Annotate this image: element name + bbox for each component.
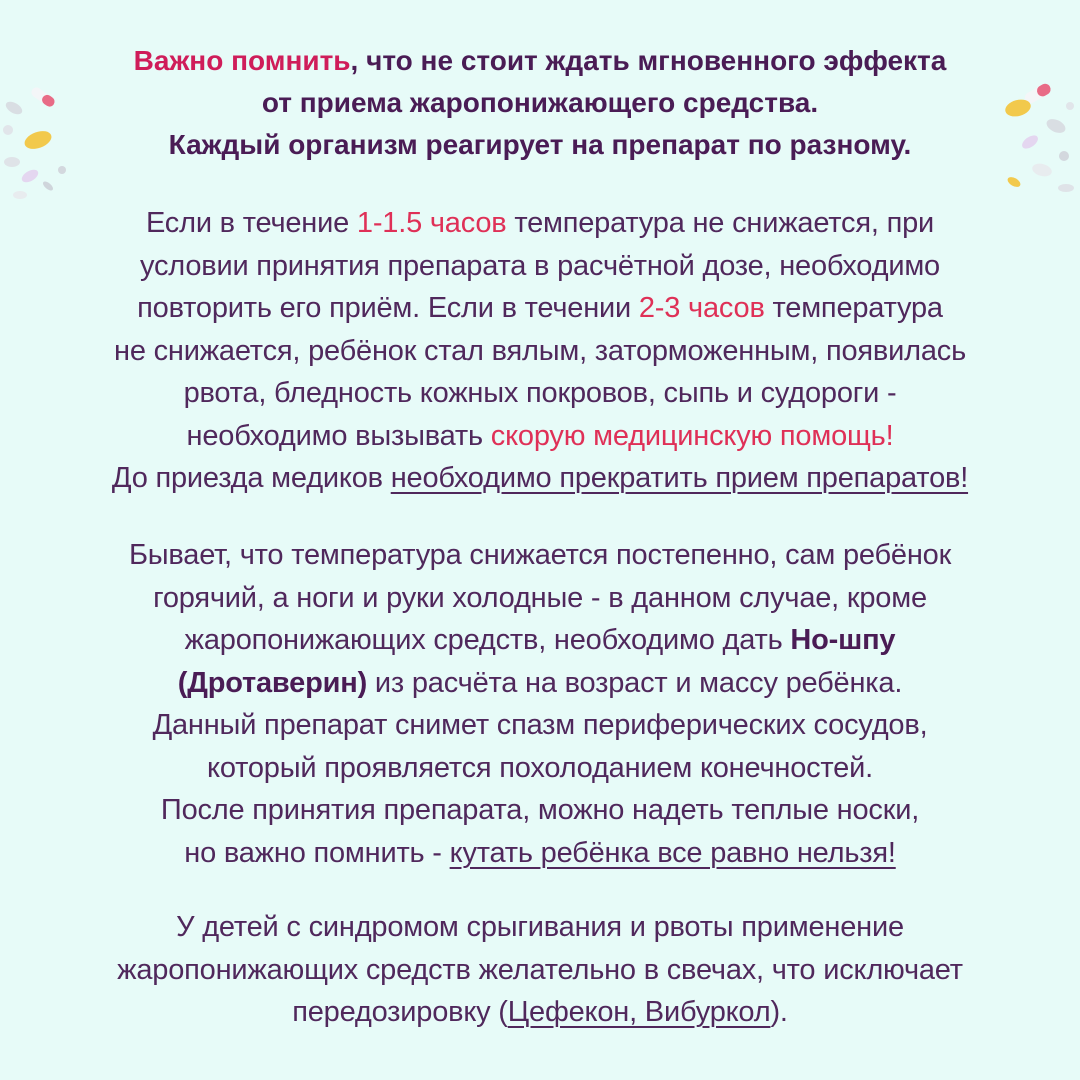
p2-line (0, 619, 1080, 662)
p2-line: горячий, а ноги и руки холодные - в данном случае, кроме (153, 581, 927, 614)
text: До приезда медиков (111, 462, 391, 494)
header-line-1 (0, 40, 1080, 82)
bold-text: Но-шпу (790, 624, 896, 656)
highlight-text: 2-3 часов (638, 292, 765, 324)
p2-line: Бывает, что температура снижается постепенно, сам ребёнок (128, 539, 952, 571)
text: температура (764, 292, 943, 324)
p3-line: жаропонижающих средств желательно в свечах, что исключает (117, 953, 963, 986)
text: Если в течение (145, 207, 357, 239)
p1-line: не снижается, ребёнок стал вялым, заторможенным, появилась (114, 334, 966, 367)
text: жаропонижающих средств, необходимо дать (184, 624, 791, 656)
text: необходимо вызывать (186, 419, 491, 452)
p3-line: У детей с синдромом срыгивания и рвоты применение (176, 911, 904, 943)
p1-line: условии принятия препарата в расчётной дозе, необходимо (140, 249, 940, 282)
p2-line (0, 662, 1080, 705)
text: из расчёта на возраст и массу ребёнка. (367, 666, 903, 699)
paragraph-2 (0, 534, 1080, 874)
bold-text: (Дротаверин) (177, 666, 368, 699)
text: ). (770, 996, 788, 1028)
p1-line (0, 457, 1080, 500)
text: повторить его приём. Если в течении (137, 292, 639, 324)
header-line-1-text: , что не стоит ждать мгновенного эффекта (350, 45, 947, 76)
p1-line: рвота, бледность кожных покровов, сыпь и судороги - (183, 377, 897, 409)
underlined-text: кутать ребёнка все равно нельзя! (449, 836, 896, 869)
text: передозировку ( (292, 996, 508, 1028)
paragraph-3 (0, 906, 1080, 1034)
header-line-2: от приема жаропонижающего средства. (261, 87, 819, 118)
p1-line (0, 415, 1080, 458)
highlight-text: скорую медицинскую помощь! (490, 419, 894, 452)
text: но важно помнить - (184, 836, 450, 869)
highlight-text: 1-1.5 часов (356, 207, 507, 239)
header (0, 40, 1080, 166)
underlined-text: Цефекон, Вибуркол (507, 996, 771, 1028)
p1-line (0, 287, 1080, 330)
p3-line (0, 991, 1080, 1034)
p2-line (0, 832, 1080, 875)
text: температура не снижается, при (506, 207, 935, 239)
header-accent: Важно помнить (133, 45, 351, 76)
p2-line: Данный препарат снимет спазм периферических сосудов, (152, 709, 928, 741)
p2-line: После принятия препарата, можно надеть теплые носки, (160, 794, 920, 826)
paragraph-1 (0, 202, 1080, 500)
header-line-3: Каждый организм реагирует на препарат по разному. (168, 129, 912, 160)
underlined-text: необходимо прекратить прием препаратов! (390, 462, 969, 494)
p2-line: который проявляется похолоданием конечностей. (207, 751, 873, 784)
p1-line (0, 202, 1080, 245)
